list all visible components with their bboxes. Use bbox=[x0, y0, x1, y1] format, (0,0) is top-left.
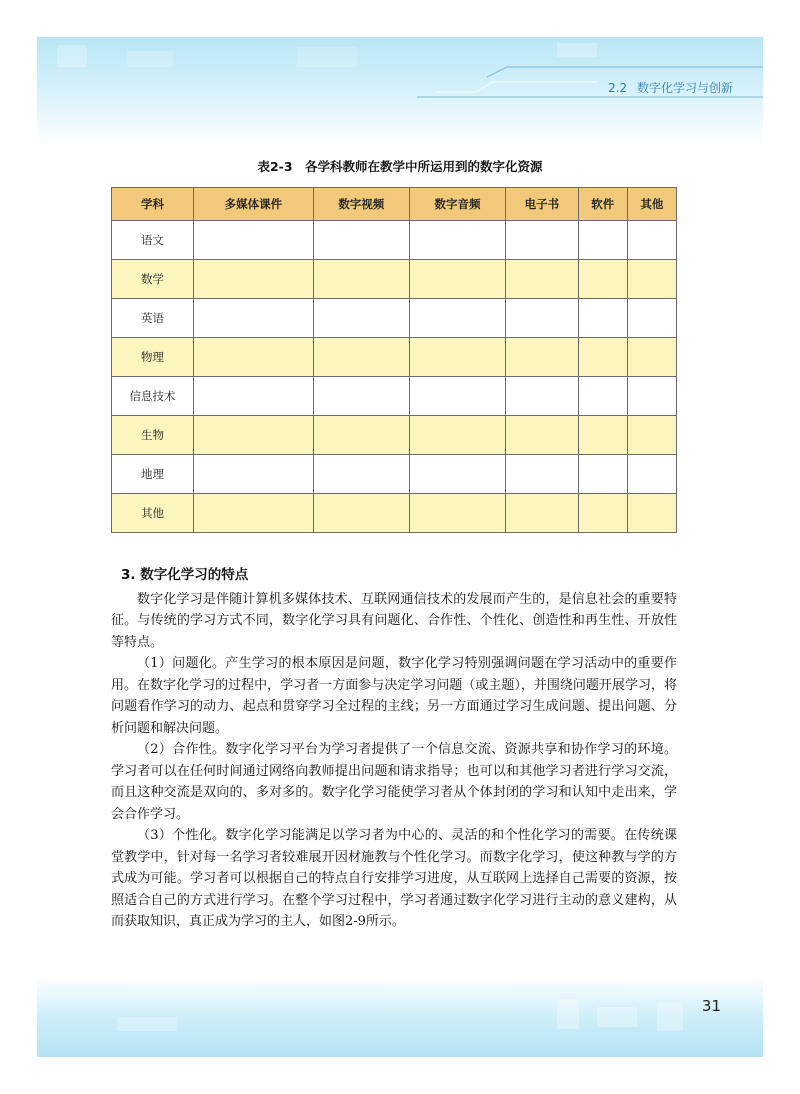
table-cell bbox=[313, 338, 409, 377]
column-header: 学科 bbox=[112, 188, 194, 221]
table-cell bbox=[409, 416, 505, 455]
paragraph: 数字化学习是伴随计算机多媒体技术、互联网通信技术的发展而产生的，是信息社会的重要特征。与传统的学习方式不同，数字化学习具有问题化、合作性、个性化、创造性和再生性、开放性等特点。 bbox=[111, 591, 677, 650]
column-header: 软件 bbox=[578, 188, 627, 221]
table-cell bbox=[409, 338, 505, 377]
table-cell bbox=[313, 221, 409, 260]
running-header bbox=[602, 79, 733, 96]
table-header-row bbox=[112, 188, 677, 221]
table-cell bbox=[506, 377, 579, 416]
table-row bbox=[112, 455, 677, 494]
table-cell bbox=[627, 221, 676, 260]
subject-cell: 英语 bbox=[112, 299, 194, 338]
table-cell bbox=[578, 455, 627, 494]
table-cell bbox=[627, 377, 676, 416]
table-cell bbox=[627, 338, 676, 377]
section-title: 数字化学习与创新 bbox=[636, 81, 733, 95]
table-cell bbox=[409, 377, 505, 416]
table-cell bbox=[578, 416, 627, 455]
table-cell bbox=[506, 494, 579, 533]
table-cell bbox=[409, 299, 505, 338]
table-cell bbox=[313, 455, 409, 494]
table-row bbox=[112, 338, 677, 377]
table-cell bbox=[194, 494, 314, 533]
table-caption: 表2-3 各学科教师在教学中所运用到的数字化资源 bbox=[257, 159, 543, 174]
subject-cell: 信息技术 bbox=[112, 377, 194, 416]
subject-cell: 语文 bbox=[112, 221, 194, 260]
table-cell bbox=[194, 416, 314, 455]
table-cell bbox=[409, 260, 505, 299]
table-cell bbox=[194, 221, 314, 260]
table-cell bbox=[409, 455, 505, 494]
subject-cell: 数学 bbox=[112, 260, 194, 299]
table-cell bbox=[627, 260, 676, 299]
table-cell bbox=[313, 299, 409, 338]
table-row bbox=[112, 377, 677, 416]
subject-cell: 物理 bbox=[112, 338, 194, 377]
page-number: 31 bbox=[701, 997, 721, 1015]
header-banner bbox=[37, 37, 763, 147]
table-cell bbox=[627, 455, 676, 494]
table-row bbox=[112, 260, 677, 299]
footer-banner bbox=[37, 977, 763, 1057]
table-cell bbox=[506, 299, 579, 338]
paragraph: （2）合作性。数字化学习平台为学习者提供了一个信息交流、资源共享和协作学习的环境。学习者可以在任何时间通过网络向教师提出问题和请求指导；也可以和其他学习者进行学习交流，而且这种交流是双向的、多对多的。数字化学习能使学习者从个体封闭的学习和认知中走出来，学会合作学习。 bbox=[111, 742, 677, 822]
subject-cell: 其他 bbox=[112, 494, 194, 533]
section-heading: 3. 数字化学习的特点 bbox=[121, 567, 249, 583]
table-cell bbox=[578, 299, 627, 338]
resource-table bbox=[111, 187, 677, 533]
table-cell bbox=[409, 221, 505, 260]
table-cell bbox=[578, 221, 627, 260]
footer-decoration bbox=[37, 977, 763, 1057]
table-cell bbox=[313, 260, 409, 299]
table-cell bbox=[313, 416, 409, 455]
table-cell bbox=[627, 299, 676, 338]
section-body bbox=[111, 565, 677, 933]
table-row bbox=[112, 416, 677, 455]
table-cell bbox=[506, 416, 579, 455]
column-header: 数字音频 bbox=[409, 188, 505, 221]
table-cell bbox=[506, 455, 579, 494]
subject-cell: 地理 bbox=[112, 455, 194, 494]
textbook-page bbox=[37, 37, 763, 1057]
table-cell bbox=[194, 455, 314, 494]
table-row bbox=[112, 299, 677, 338]
table-cell bbox=[578, 377, 627, 416]
table-cell bbox=[506, 260, 579, 299]
table-cell bbox=[627, 494, 676, 533]
section-number: 2.2 bbox=[608, 81, 628, 95]
table-row bbox=[112, 494, 677, 533]
table-cell bbox=[313, 377, 409, 416]
column-header: 其他 bbox=[627, 188, 676, 221]
table-cell bbox=[194, 260, 314, 299]
column-header: 数字视频 bbox=[313, 188, 409, 221]
table-cell bbox=[578, 260, 627, 299]
table-cell bbox=[409, 494, 505, 533]
table-cell bbox=[313, 494, 409, 533]
paragraph: （3）个性化。数字化学习能满足以学习者为中心的、灵活的和个性化学习的需要。在传统课堂教学中，针对每一名学习者较难展开因材施教与个性化学习。而数字化学习，使这种教与学的方式成为可能。学习者可以根据自己的特点自行安排学习进度，从互联网上选择自己需要的资源，按照适合自己的方式进行学习。在整个学习过程中，学习者通过数字化学习进行主动的意义建构，从而获取知识，真正成为学习的主人，如图2-9所示。 bbox=[111, 828, 677, 929]
table-cell bbox=[194, 299, 314, 338]
column-header: 多媒体课件 bbox=[194, 188, 314, 221]
table-cell bbox=[506, 221, 579, 260]
table-cell bbox=[578, 494, 627, 533]
table-cell bbox=[506, 338, 579, 377]
table-cell bbox=[194, 377, 314, 416]
table-cell bbox=[627, 416, 676, 455]
table-cell bbox=[194, 338, 314, 377]
paragraph: （1）问题化。产生学习的根本原因是问题，数字化学习特别强调问题在学习活动中的重要作用。在数字化学习的过程中，学习者一方面参与决定学习问题（或主题），并围绕问题开展学习，将问题看作学习的动力、起点和贯穿学习全过程的主线；另一方面通过学习生成问题、提出问题、分析问题和解决问题。 bbox=[111, 656, 677, 736]
table-row bbox=[112, 221, 677, 260]
table-cell bbox=[578, 338, 627, 377]
subject-cell: 生物 bbox=[112, 416, 194, 455]
column-header: 电子书 bbox=[506, 188, 579, 221]
